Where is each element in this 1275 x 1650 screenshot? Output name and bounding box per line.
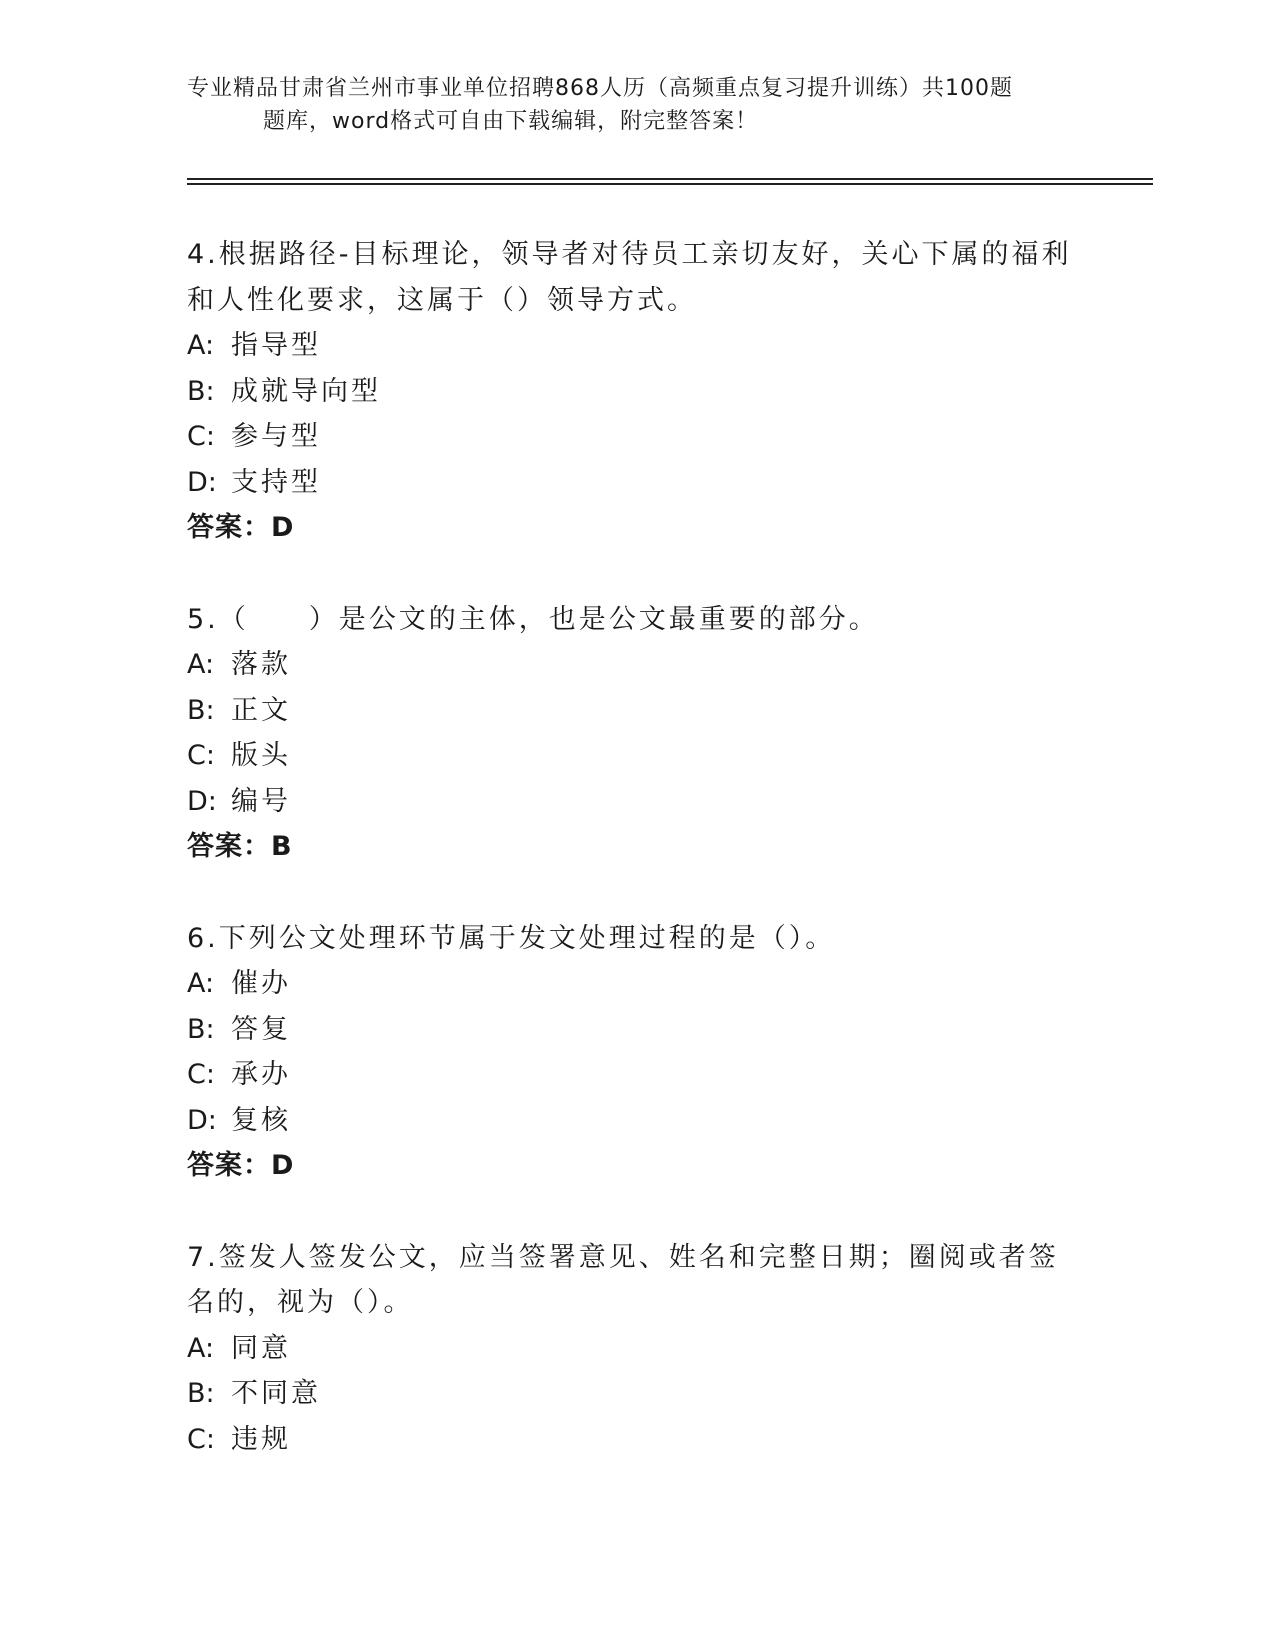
option-letter: D: xyxy=(187,466,217,498)
option-text: 催办 xyxy=(231,968,291,999)
answer-key: 答案：D xyxy=(187,512,295,543)
option-letter: A: xyxy=(187,330,215,361)
option-letter: A: xyxy=(187,649,215,680)
option-text: 支持型 xyxy=(231,466,321,498)
answer-option xyxy=(187,961,1087,1007)
answer-option xyxy=(187,779,1087,825)
answer-option xyxy=(187,1007,1087,1053)
answer-option xyxy=(187,733,1087,779)
question-block xyxy=(187,232,1087,551)
question-block xyxy=(187,1235,1087,1463)
option-text: 编号 xyxy=(231,785,291,817)
option-letter: C: xyxy=(187,740,215,771)
question-text: 6.下列公文处理环节属于发文处理过程的是（）。 xyxy=(187,922,836,954)
question-text: 7.签发人签发公文，应当签署意见、姓名和完整日期；圈阅或者签名的，视为（）。 xyxy=(187,1241,1059,1318)
option-text: 违规 xyxy=(231,1423,291,1455)
option-text: 落款 xyxy=(231,649,291,680)
option-letter: C: xyxy=(187,1059,215,1090)
answer-option xyxy=(187,1417,1087,1463)
option-letter: B: xyxy=(187,375,215,407)
answer-option xyxy=(187,369,1087,415)
option-letter: C: xyxy=(187,421,215,452)
header-title-line-2: 题库，word格式可自由下载编辑，附完整答案！ xyxy=(263,109,759,134)
document-header xyxy=(187,72,1087,138)
answer-option xyxy=(187,414,1087,460)
header-title-line-1: 专业精品甘肃省兰州市事业单位招聘868人历（高频重点复习提升训练）共100题 xyxy=(187,76,1013,101)
option-text: 不同意 xyxy=(231,1378,321,1409)
answer-option xyxy=(187,460,1087,506)
option-text: 承办 xyxy=(231,1059,291,1090)
option-text: 参与型 xyxy=(231,421,321,452)
question-block xyxy=(187,597,1087,870)
question-block xyxy=(187,916,1087,1189)
option-text: 同意 xyxy=(231,1332,291,1364)
answer-option xyxy=(187,1052,1087,1098)
option-letter: B: xyxy=(187,694,215,726)
answer-option xyxy=(187,1326,1087,1372)
option-text: 版头 xyxy=(231,740,291,771)
answer-option xyxy=(187,323,1087,369)
option-text: 答复 xyxy=(231,1013,291,1045)
option-text: 指导型 xyxy=(231,330,321,361)
option-letter: A: xyxy=(187,968,215,999)
option-letter: B: xyxy=(187,1378,215,1409)
option-text: 复核 xyxy=(231,1104,291,1136)
answer-option xyxy=(187,642,1087,688)
option-text: 成就导向型 xyxy=(231,375,381,407)
option-letter: B: xyxy=(187,1013,215,1045)
answer-option xyxy=(187,688,1087,734)
answer-key: 答案：B xyxy=(187,831,293,862)
answer-option xyxy=(187,1371,1087,1417)
question-list xyxy=(187,232,1087,1508)
option-letter: D: xyxy=(187,785,217,817)
option-letter: A: xyxy=(187,1332,215,1364)
option-letter: C: xyxy=(187,1423,215,1455)
header-divider-top xyxy=(187,178,1153,180)
question-text: 4.根据路径-目标理论，领导者对待员工亲切友好，关心下属的福利和人性化要求，这属于（）领导方式。 xyxy=(187,239,1072,316)
question-text: 5.（ ）是公文的主体，也是公文最重要的部分。 xyxy=(187,603,879,635)
answer-option xyxy=(187,1098,1087,1144)
option-letter: D: xyxy=(187,1104,217,1136)
option-text: 正文 xyxy=(231,694,291,726)
answer-key: 答案：D xyxy=(187,1150,295,1181)
header-divider-bottom xyxy=(187,183,1153,185)
